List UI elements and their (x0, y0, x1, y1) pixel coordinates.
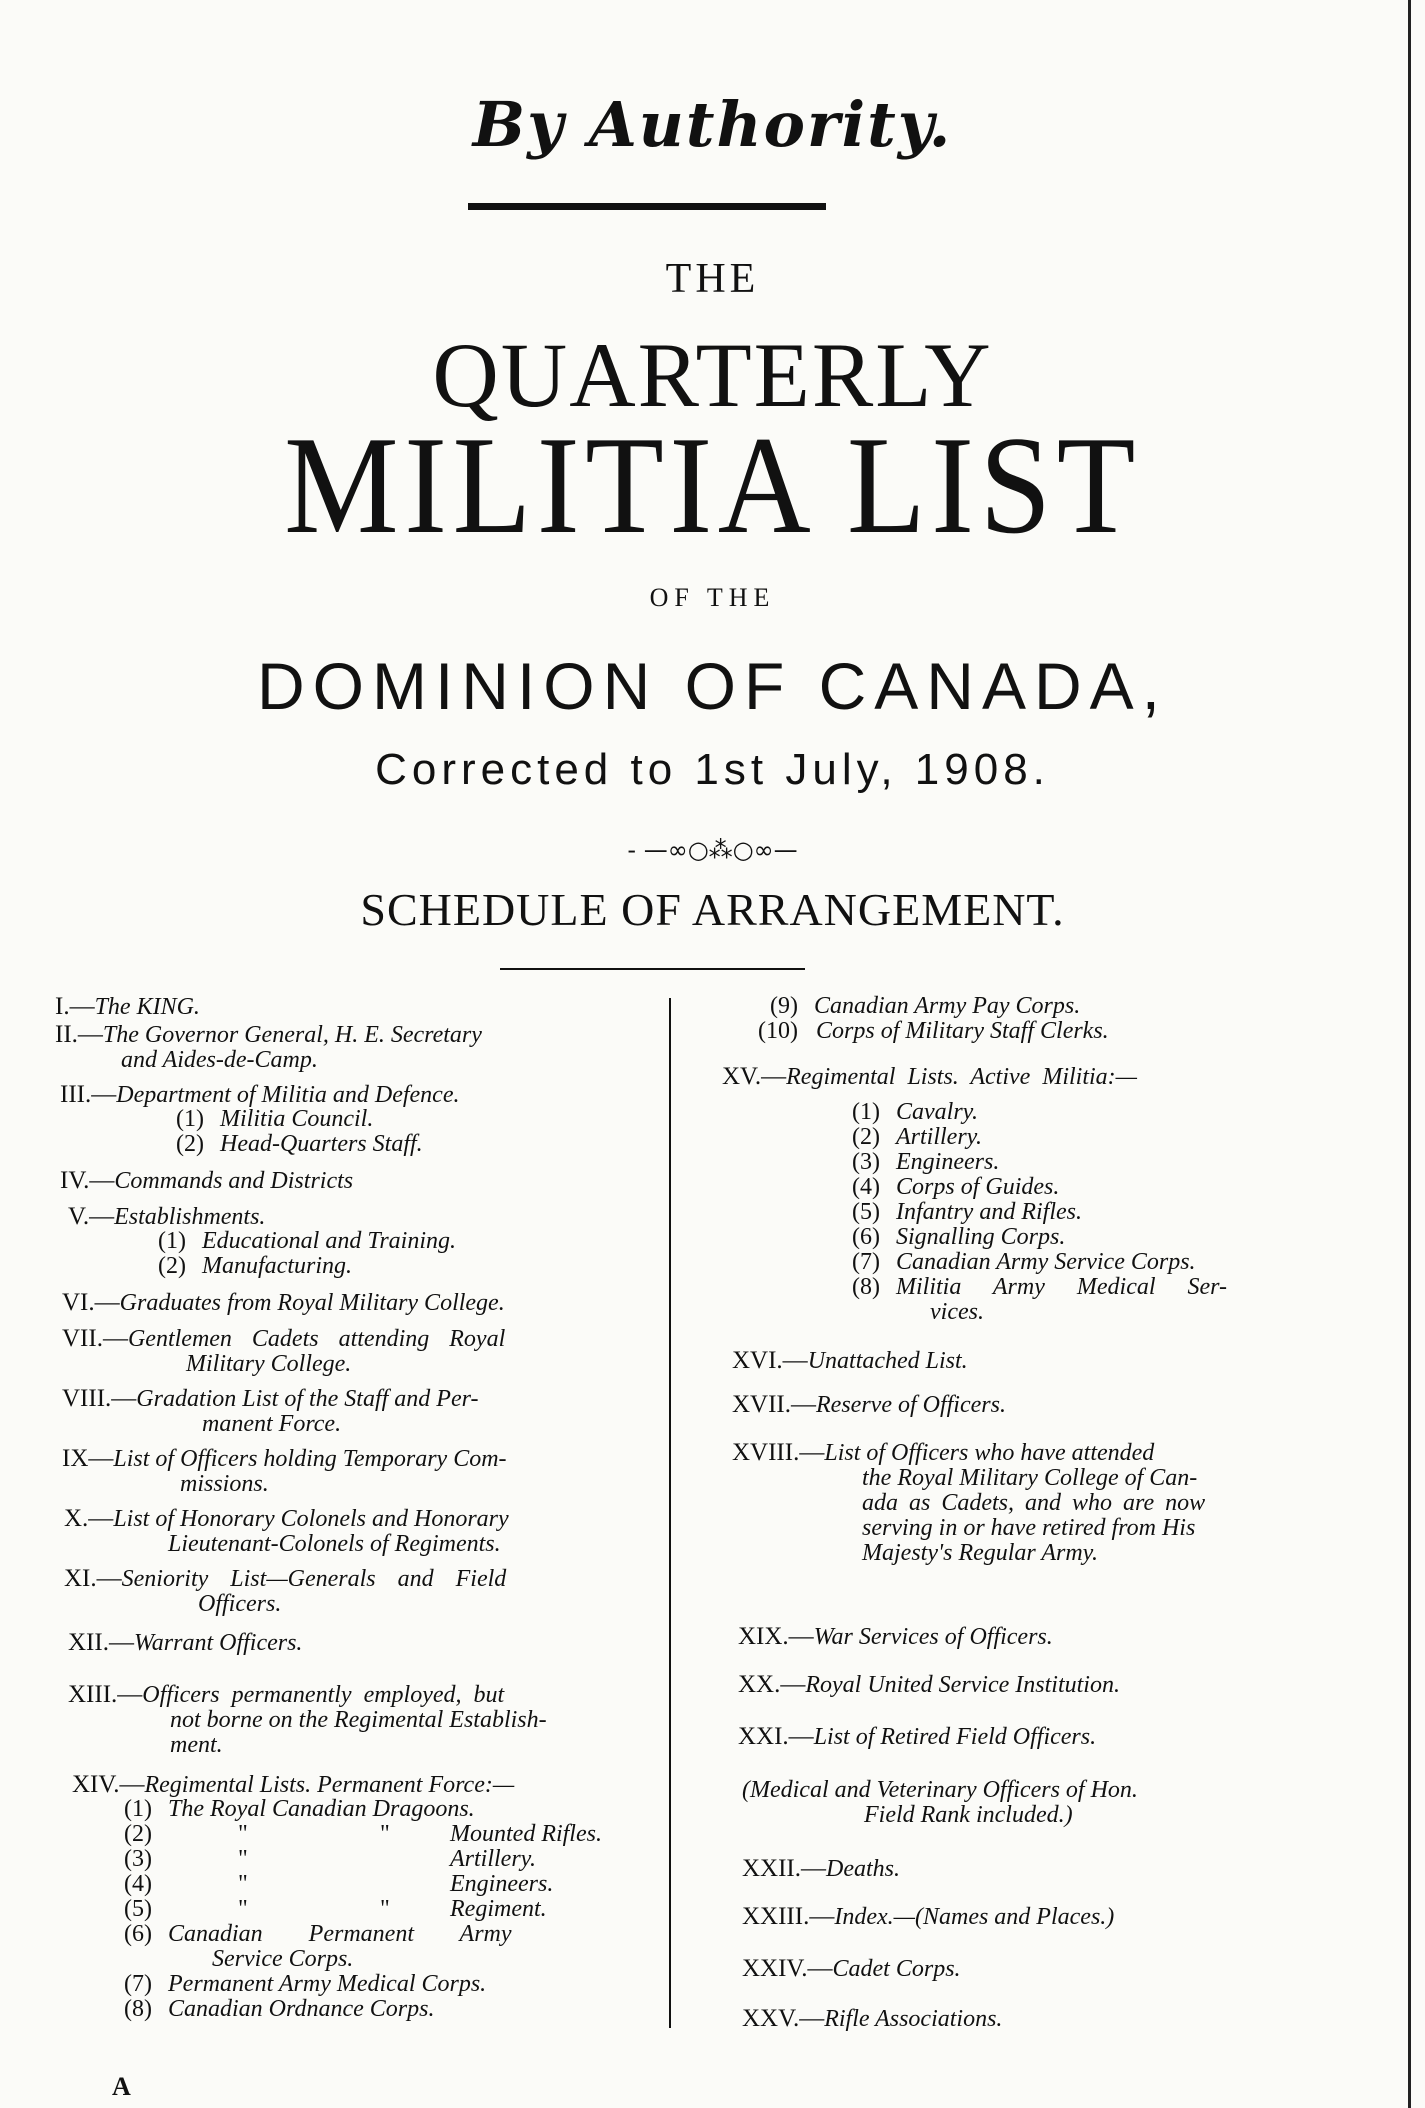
schedule-subentry: (7) Canadian Army Service Corps. (852, 1249, 1196, 1275)
schedule-entry: I.—The KING. (55, 993, 200, 1020)
schedule-entry: XXII.—Deaths. (742, 1855, 901, 1882)
schedule-entry: V.—Establishments. (68, 1203, 266, 1230)
page-edge-line (1408, 0, 1411, 2108)
schedule-entry: XII.—Warrant Officers. (68, 1629, 303, 1656)
schedule-subentry: (2) Manufacturing. (158, 1253, 352, 1279)
schedule-subentry: (7) Permanent Army Medical Corps. (124, 1971, 487, 1997)
schedule-subentry: (1) Cavalry. (852, 1099, 978, 1125)
schedule-entry: XXV.—Rifle Associations. (742, 2005, 1003, 2032)
schedule-subentry-continued: vices. (930, 1299, 984, 1325)
corrected-date: Corrected to 1st July, 1908. (375, 745, 1050, 794)
schedule-subentry: (2) " " Mounted Rifles. (124, 1821, 602, 1847)
schedule-subentry: (2) Head-Quarters Staff. (176, 1131, 423, 1157)
schedule-entry: XX.—Royal United Service Institution. (738, 1671, 1120, 1698)
schedule-entry: XVIII.—List of Officers who have attended the Royal Military College of Can- ada as Cadets, and who are now serving in or have retired from His Majesty's Regular Army. (732, 1439, 1206, 1566)
schedule-subentry: (6) Signalling Corps. (852, 1224, 1066, 1250)
schedule-entry: XV.—Regimental Lists. Active Militia:— (722, 1063, 1137, 1090)
schedule-subentry: (3) Engineers. (852, 1149, 1000, 1175)
schedule-subentry: (5) Infantry and Rifles. (852, 1199, 1082, 1225)
schedule-entry: XIII.—Officers permanently employed, but not borne on the Regimental Establish- ment. (68, 1681, 547, 1758)
schedule-entry: IX—List of Officers holding Temporary Com- missions. (62, 1445, 507, 1497)
title-dominion: DOMINION OF CANADA, (256, 649, 1169, 723)
schedule-entry: VIII.—Gradation List of the Staff and Per- manent Force. (62, 1385, 479, 1437)
schedule-subentry: (5) " " Regiment. (124, 1896, 547, 1922)
schedule-rule (500, 968, 805, 970)
schedule-entry: XXIV.—Cadet Corps. (742, 1955, 961, 1982)
schedule-entry: II.—The Governor General, H. E. Secretary and Aides-de-Camp. (55, 1021, 482, 1073)
schedule-subentry-continued: Service Corps. (212, 1946, 354, 1972)
schedule-entry: XIV.—Regimental Lists. Permanent Force:— (72, 1771, 515, 1798)
schedule-subentry: (4) Corps of Guides. (852, 1174, 1060, 1200)
schedule-subentry: (3) " Artillery. (124, 1846, 536, 1872)
schedule-subentry: (10) Corps of Military Staff Clerks. (758, 1018, 1109, 1044)
schedule-entry: VI.—Graduates from Royal Military College. (62, 1289, 505, 1316)
schedule-subentry: (4) " Engineers. (124, 1871, 554, 1897)
schedule-subentry: (2) Artillery. (852, 1124, 982, 1150)
title-quarterly: QUARTERLY (432, 324, 993, 426)
column-divider (669, 998, 671, 2028)
schedule-entry: III.—Department of Militia and Defence. (60, 1081, 460, 1108)
schedule-subentry: (8) Canadian Ordnance Corps. (124, 1996, 435, 2022)
by-authority-heading: By Authority. (472, 88, 953, 161)
ornament-divider: - —∞○⁂○∞— (627, 836, 798, 864)
schedule-entry: XXI.—List of Retired Field Officers. (738, 1723, 1097, 1750)
schedule-entry: XVI.—Unattached List. (732, 1347, 968, 1374)
schedule-heading: SCHEDULE OF ARRANGEMENT. (360, 884, 1065, 935)
schedule-entry: IV.—Commands and Districts (60, 1167, 354, 1194)
schedule-entry: XXIII.—Index.—(Names and Places.) (742, 1903, 1115, 1930)
signature-letter: A (112, 2072, 131, 2101)
schedule-entry: XIX.—War Services of Officers. (738, 1623, 1053, 1650)
schedule-entry: XI.—Seniority List—Generals and Field Officers. (64, 1565, 507, 1617)
schedule-entry: VII.—Gentlemen Cadets attending Royal Military College. (62, 1325, 506, 1377)
title-militia-list: MILITIA LIST (284, 408, 1141, 563)
schedule-subentry: (1) Militia Council. (176, 1106, 374, 1132)
title-of-the: OF THE (649, 583, 776, 612)
schedule-subentry: (6) Canadian Permanent Army (124, 1921, 512, 1947)
schedule-entry: X.—List of Honorary Colonels and Honorary Lieutenant-Colonels of Regiments. (64, 1505, 509, 1557)
title-the: THE (665, 256, 760, 302)
schedule-note: (Medical and Veterinary Officers of Hon. Field Rank included.) (742, 1777, 1138, 1828)
schedule-subentry: (1) Educational and Training. (158, 1228, 457, 1254)
schedule-subentry: (9) Canadian Army Pay Corps. (770, 993, 1081, 1019)
schedule-subentry: (1) The Royal Canadian Dragoons. (124, 1796, 475, 1822)
schedule-subentry: (8) Militia Army Medical Ser- (852, 1274, 1228, 1300)
schedule-entry: XVII.—Reserve of Officers. (732, 1391, 1006, 1418)
heading-rule (468, 203, 826, 210)
